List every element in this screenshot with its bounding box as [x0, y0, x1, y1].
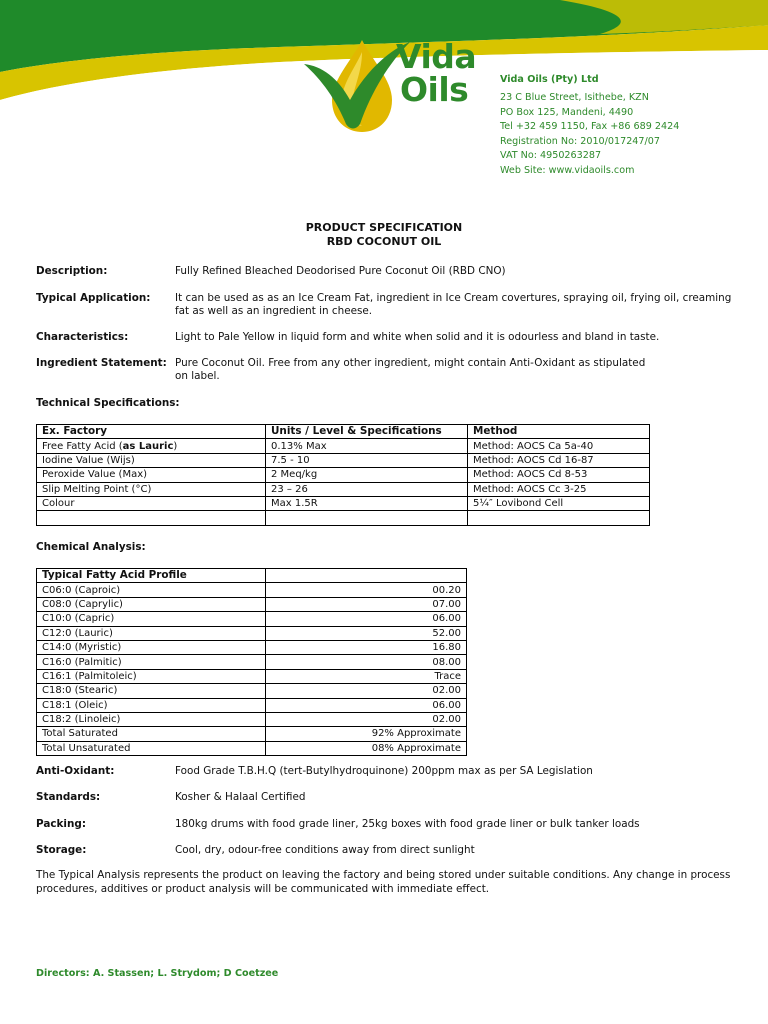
table-row — [37, 655, 467, 669]
antioxidant-label: Anti-Oxidant: — [36, 765, 115, 777]
table-row — [37, 698, 467, 712]
ingredient-label: Ingredient Statement: — [36, 357, 167, 369]
spec-name-cell: Iodine Value (Wijs) — [37, 453, 266, 467]
spec-method-cell — [468, 511, 650, 525]
spec-value-cell: 0.13% Max — [266, 439, 468, 453]
company-po-box: PO Box 125, Mandeni, 4490 — [500, 106, 634, 118]
table-row — [37, 712, 467, 726]
logo-wordmark — [396, 37, 477, 109]
application-value-line-2: fat as well as an ingredient in cheese. — [175, 305, 373, 317]
spec-value-cell: Max 1.5R — [266, 496, 468, 510]
company-address: 23 C Blue Street, Isithebe, KZN — [500, 92, 649, 104]
table-row — [37, 741, 467, 755]
company-details — [500, 73, 679, 179]
acid-name-cell: C14:0 (Myristic) — [37, 640, 266, 654]
characteristics-value: Light to Pale Yellow in liquid form and white when solid and it is odourless and bland in taste. — [175, 331, 660, 343]
spec-name-cell — [37, 511, 266, 525]
application-label: Typical Application: — [36, 292, 151, 304]
spec-value-cell: 23 – 26 — [266, 482, 468, 496]
table-header-row — [37, 569, 467, 583]
acid-name-cell: Total Unsaturated — [37, 741, 266, 755]
column-header-empty — [266, 569, 467, 583]
fatty-acid-table — [36, 568, 467, 756]
application-value-line-1: It can be used as as an Ice Cream Fat, ingredient in Ice Cream covertures, spraying oil, frying oil, creaming — [175, 292, 732, 304]
table-row — [37, 597, 467, 611]
table-header-row — [37, 425, 650, 439]
table-row — [37, 684, 467, 698]
acid-name-cell: C06:0 (Caproic) — [37, 583, 266, 597]
application-value — [175, 292, 735, 318]
acid-value-cell: 52.00 — [266, 626, 467, 640]
standards-label: Standards: — [36, 791, 101, 803]
acid-name-cell: C18:1 (Oleic) — [37, 698, 266, 712]
packing-label: Packing: — [36, 818, 86, 830]
acid-value-cell: 02.00 — [266, 712, 467, 726]
ingredient-value — [175, 357, 735, 383]
table-row — [37, 439, 650, 453]
spec-name-cell: Colour — [37, 496, 266, 510]
spec-value-cell: 7.5 - 10 — [266, 453, 468, 467]
table-row — [37, 727, 467, 741]
ingredient-value-line-1: Pure Coconut Oil. Free from any other ingredient, might contain Anti-Oxidant as stipulated — [175, 357, 646, 369]
technical-spec-table — [36, 424, 650, 526]
typical-analysis-note — [36, 869, 736, 896]
document-title — [0, 221, 768, 249]
acid-value-cell: 08% Approximate — [266, 741, 467, 755]
acid-value-cell: 16.80 — [266, 640, 467, 654]
company-vat: VAT No: 4950263287 — [500, 150, 602, 162]
antioxidant-value: Food Grade T.B.H.Q (tert-Butylhydroquinone) 200ppm max as per SA Legislation — [175, 765, 593, 777]
technical-heading: Technical Specifications: — [36, 397, 180, 409]
acid-name-cell: C16:0 (Palmitic) — [37, 655, 266, 669]
logo-word-vida: Vida — [396, 37, 477, 76]
table-row — [37, 612, 467, 626]
acid-name-cell: C18:2 (Linoleic) — [37, 712, 266, 726]
table-row — [37, 482, 650, 496]
spec-method-cell: Method: AOCS Cd 8-53 — [468, 468, 650, 482]
acid-name-cell: C10:0 (Capric) — [37, 612, 266, 626]
acid-value-cell: 92% Approximate — [266, 727, 467, 741]
ingredient-value-line-2: on label. — [175, 370, 220, 382]
acid-value-cell: Trace — [266, 669, 467, 683]
spec-name-cell: Free Fatty Acid (as Lauric) — [37, 439, 266, 453]
spec-name-cell: Peroxide Value (Max) — [37, 468, 266, 482]
acid-name-cell: C12:0 (Lauric) — [37, 626, 266, 640]
acid-value-cell: 00.20 — [266, 583, 467, 597]
acid-name-cell: Total Saturated — [37, 727, 266, 741]
packing-value: 180kg drums with food grade liner, 25kg boxes with food grade liner or bulk tanker loads — [175, 818, 640, 830]
spec-value-cell: 2 Meq/kg — [266, 468, 468, 482]
table-row — [37, 453, 650, 467]
storage-value: Cool, dry, odour-free conditions away from direct sunlight — [175, 844, 475, 856]
table-row — [37, 583, 467, 597]
spec-name-cell: Slip Melting Point (°C) — [37, 482, 266, 496]
acid-name-cell: C16:1 (Palmitoleic) — [37, 669, 266, 683]
acid-name-cell: C18:0 (Stearic) — [37, 684, 266, 698]
table-row-empty — [37, 511, 650, 525]
spec-value-cell — [266, 511, 468, 525]
acid-value-cell: 07.00 — [266, 597, 467, 611]
spec-method-cell: 5¼″ Lovibond Cell — [468, 496, 650, 510]
spec-method-cell: Method: AOCS Ca 5a-40 — [468, 439, 650, 453]
storage-label: Storage: — [36, 844, 87, 856]
table-row — [37, 640, 467, 654]
table-row — [37, 468, 650, 482]
company-name: Vida Oils (Pty) Ltd — [500, 74, 599, 85]
title-line-2: RBD COCONUT OIL — [326, 235, 442, 248]
company-registration: Registration No: 2010/017247/07 — [500, 135, 660, 147]
standards-value: Kosher & Halaal Certified — [175, 791, 306, 803]
title-line-1: PRODUCT SPECIFICATION — [305, 221, 463, 234]
chemical-heading: Chemical Analysis: — [36, 541, 146, 553]
spec-method-cell: Method: AOCS Cd 16-87 — [468, 453, 650, 467]
company-phone: Tel +32 459 1150, Fax +86 689 2424 — [500, 121, 680, 133]
characteristics-label: Characteristics: — [36, 331, 129, 343]
description-value: Fully Refined Bleached Deodorised Pure Coconut Oil (RBD CNO) — [175, 265, 506, 277]
column-header: Method — [468, 425, 650, 439]
table-row — [37, 669, 467, 683]
table-row — [37, 496, 650, 510]
acid-value-cell: 06.00 — [266, 612, 467, 626]
note-line-2: procedures, additives or product analysis will be communicated with immediate effect. — [36, 882, 490, 895]
table-row — [37, 626, 467, 640]
company-website: Web Site: www.vidaoils.com — [500, 165, 635, 177]
acid-value-cell: 06.00 — [266, 698, 467, 712]
column-header: Typical Fatty Acid Profile — [37, 569, 266, 583]
description-label: Description: — [36, 265, 108, 277]
note-line-1: The Typical Analysis represents the product on leaving the factory and being stored under suitable conditions. Any change in process — [36, 869, 731, 881]
acid-value-cell: 02.00 — [266, 684, 467, 698]
column-header: Ex. Factory — [37, 425, 266, 439]
acid-name-cell: C08:0 (Caprylic) — [37, 597, 266, 611]
spec-method-cell: Method: AOCS Cc 3-25 — [468, 482, 650, 496]
directors-footer: Directors: A. Stassen; L. Strydom; D Coetzee — [36, 968, 279, 979]
column-header: Units / Level & Specifications — [266, 425, 468, 439]
acid-value-cell: 08.00 — [266, 655, 467, 669]
logo-word-oils: Oils — [400, 70, 469, 109]
